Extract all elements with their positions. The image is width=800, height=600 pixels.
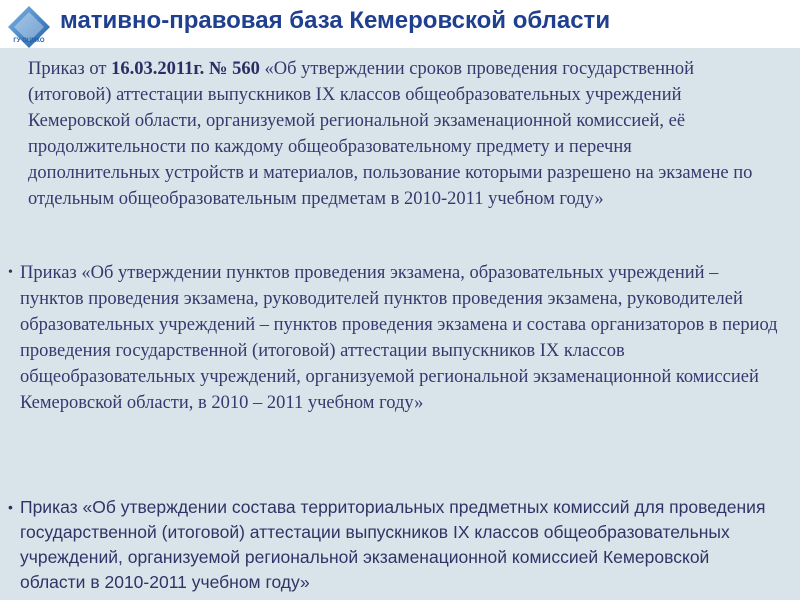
item-3-text: Приказ «Об утверждении состава территориальных предметных комиссий для проведения государственной (итоговой) аттестации выпускников IX классов общеобразовательных учреждений, организуемой региональной экзаменационной комиссией Кемеровской области в 2010-2011 учебном году» xyxy=(20,497,766,592)
svg-text:ГУ ОЦМКО: ГУ ОЦМКО xyxy=(13,38,45,44)
slide-header xyxy=(0,0,800,48)
document-item-3 xyxy=(8,495,778,595)
document-item-1 xyxy=(28,56,758,212)
bullet-marker: • xyxy=(8,265,13,280)
bullet-marker: • xyxy=(8,499,13,515)
document-item-2 xyxy=(8,260,778,416)
logo-icon xyxy=(6,4,52,50)
page-title: мативно-правовая база Кемеровской области xyxy=(60,7,611,34)
item-2-text: Приказ «Об утверждении пунктов проведения экзамена, образовательных учреждений – пунктов проведения экзамена, руководителей пунктов проведения экзамена, руководителей образовательных учреждений – пунктов проведения экзамена и состава организаторов в период проведения государственной (итоговой) аттестации выпускников IX классов общеобразовательных учреждений, организуемой региональной экзаменационной комиссией Кемеровской области, в 2010 – 2011 учебном году» xyxy=(20,263,778,413)
item-1-order-number: 16.03.2011г. № 560 xyxy=(111,59,260,79)
item-1-prefix: Приказ от xyxy=(28,59,112,79)
item-1-text: «Об утверждении сроков проведения государственной (итоговой) аттестации выпускников IX классов общеобразовательных учреждений Кемеровской области, организуемой региональной экзаменационной комиссией, её продолжительности по каждому общеобразовательному предмету и перечня дополнительных устройств и материалов, пользование которыми разрешено на экзамене по отдельным общеобразовательным предметам в 2010-2011 учебном году» xyxy=(28,59,753,209)
